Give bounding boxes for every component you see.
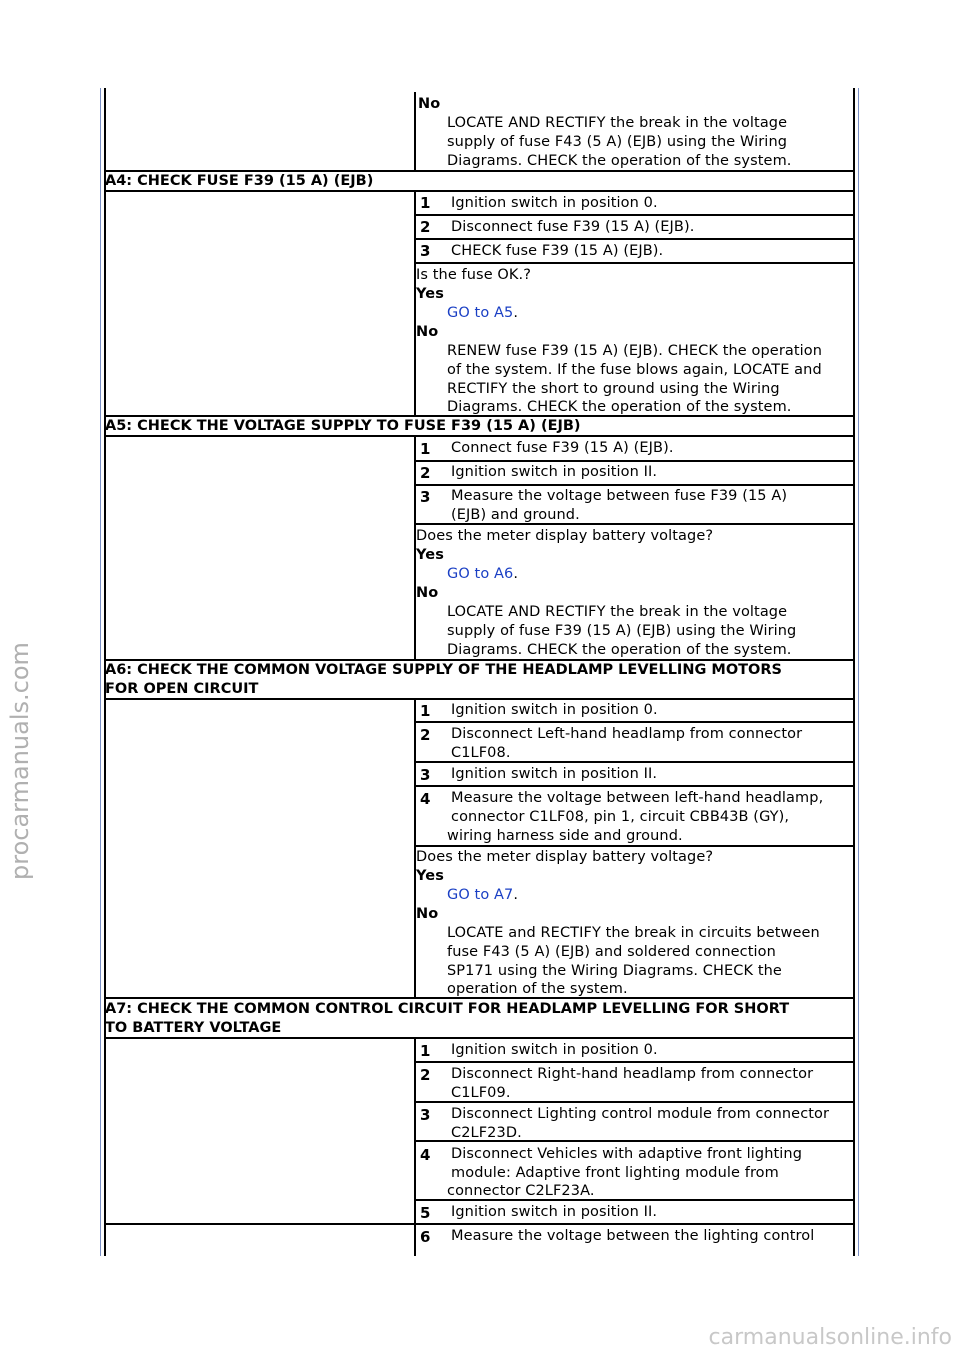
a5-step-text-cont: (EJB) and ground. bbox=[451, 507, 580, 523]
a6-no-line-3: SP171 using the Wiring Diagrams. CHECK the bbox=[447, 963, 782, 979]
a6-step-number: 2 bbox=[420, 726, 431, 744]
a7-header-top-rule bbox=[104, 997, 855, 999]
a7-header-bottom-rule bbox=[104, 1037, 855, 1039]
a6-step-text-cont: wiring harness side and ground. bbox=[447, 828, 683, 844]
a7-step-text-cont: connector C2LF23A. bbox=[447, 1183, 595, 1199]
a6-title: A6: CHECK THE COMMON VOLTAGE SUPPLY OF THE HEADLAMP LEVELLING MOTORS bbox=[105, 662, 782, 678]
a7-step-text-cont: C2LF23D. bbox=[451, 1125, 522, 1141]
a4-title: A4: CHECK FUSE F39 (15 A) (EJB) bbox=[105, 173, 374, 189]
step-rule bbox=[414, 214, 855, 216]
a6-header-bottom-rule bbox=[104, 698, 855, 700]
a7-title-cont: TO BATTERY VOLTAGE bbox=[105, 1020, 282, 1036]
bottom-watermark: carmanualsonline.info bbox=[708, 1325, 952, 1350]
a3-no-line-3: Diagrams. CHECK the operation of the system. bbox=[447, 153, 792, 169]
step-rule bbox=[414, 460, 855, 462]
a6-step-number: 4 bbox=[420, 790, 431, 808]
a3-no-label: No bbox=[418, 96, 441, 112]
a5-no-line-2: supply of fuse F39 (15 A) (EJB) using the Wiring bbox=[447, 623, 797, 639]
a7-step-text: Disconnect Right-hand headlamp from connector bbox=[451, 1066, 814, 1082]
a4-step-text: CHECK fuse F39 (15 A) (EJB). bbox=[451, 243, 664, 259]
a4-step-text: Disconnect fuse F39 (15 A) (EJB). bbox=[451, 219, 695, 235]
step-rule bbox=[414, 1061, 855, 1063]
a7-step-text: Measure the voltage between the lighting control bbox=[451, 1228, 815, 1244]
page-border-right-outer bbox=[858, 88, 859, 1256]
step-rule bbox=[414, 785, 855, 787]
a4-no-label: No bbox=[416, 324, 439, 340]
side-watermark: procarmanuals.com bbox=[6, 642, 34, 880]
a6-step-text-cont: C1LF08. bbox=[451, 745, 511, 761]
a7-title: A7: CHECK THE COMMON CONTROL CIRCUIT FOR HEADLAMP LEVELLING FOR SHORT bbox=[105, 1001, 790, 1017]
a6-step-number: 1 bbox=[420, 702, 431, 720]
a7-step-text: Ignition switch in position 0. bbox=[451, 1042, 658, 1058]
step-rule bbox=[414, 238, 855, 240]
a4-no-line-1: RENEW fuse F39 (15 A) (EJB). CHECK the operation bbox=[447, 343, 823, 359]
a6-title-cont: FOR OPEN CIRCUIT bbox=[105, 681, 259, 697]
step-rule bbox=[414, 262, 855, 264]
a4-header-bottom-rule bbox=[104, 190, 855, 192]
a6-step-text-cont: connector C1LF08, pin 1, circuit CBB43B (GY), bbox=[451, 809, 790, 825]
a6-yes-row: GO to A7. bbox=[447, 887, 519, 903]
a7-step-number: 3 bbox=[420, 1106, 431, 1124]
a4-question: Is the fuse OK.? bbox=[416, 267, 532, 283]
a7-step-number: 1 bbox=[420, 1042, 431, 1060]
a7-step-text: Ignition switch in position II. bbox=[451, 1204, 658, 1220]
a4-no-line-4: Diagrams. CHECK the operation of the system. bbox=[447, 399, 792, 415]
a5-goto-link[interactable]: GO to A6 bbox=[447, 566, 514, 582]
a7-step-text: Disconnect Lighting control module from connector bbox=[451, 1106, 830, 1122]
a7-step-text: Disconnect Vehicles with adaptive front lighting bbox=[451, 1146, 803, 1162]
a6-step-text: Ignition switch in position 0. bbox=[451, 702, 658, 718]
a4-no-line-3: RECTIFY the short to ground using the Wiring bbox=[447, 381, 780, 397]
a4-yes-row: GO to A5. bbox=[447, 305, 519, 321]
a5-no-line-3: Diagrams. CHECK the operation of the system. bbox=[447, 642, 792, 658]
a6-step-text: Measure the voltage between left-hand headlamp, bbox=[451, 790, 824, 806]
a7-step-text-cont: module: Adaptive front lighting module from bbox=[451, 1165, 779, 1181]
a5-no-label: No bbox=[416, 585, 439, 601]
a5-yes-label: Yes bbox=[416, 547, 444, 563]
a6-no-line-4: operation of the system. bbox=[447, 981, 628, 997]
a6-step-text: Ignition switch in position II. bbox=[451, 766, 658, 782]
a4-step-text: Ignition switch in position 0. bbox=[451, 195, 658, 211]
a4-yes-label: Yes bbox=[416, 286, 444, 302]
page-border-left-outer bbox=[100, 88, 101, 1256]
a6-no-label: No bbox=[416, 906, 439, 922]
a7-step-number: 6 bbox=[420, 1228, 431, 1246]
a5-step-text: Measure the voltage between fuse F39 (15 A) bbox=[451, 488, 788, 504]
a5-step-text: Connect fuse F39 (15 A) (EJB). bbox=[451, 440, 674, 456]
a7-step-number: 4 bbox=[420, 1146, 431, 1164]
a3-no-line-1: LOCATE AND RECTIFY the break in the voltage bbox=[447, 115, 788, 131]
step-rule bbox=[104, 1223, 855, 1225]
a6-question: Does the meter display battery voltage? bbox=[416, 849, 714, 865]
a4-step-number: 3 bbox=[420, 242, 431, 260]
a7-step-text-cont: C1LF09. bbox=[451, 1085, 511, 1101]
a4-step-number: 1 bbox=[420, 194, 431, 212]
a7-step-number: 2 bbox=[420, 1066, 431, 1084]
a4-goto-link[interactable]: GO to A5 bbox=[447, 305, 514, 321]
a5-step-number: 2 bbox=[420, 464, 431, 482]
a6-step-text: Disconnect Left-hand headlamp from connector bbox=[451, 726, 803, 742]
a5-header-bottom-rule bbox=[104, 435, 855, 437]
a5-question: Does the meter display battery voltage? bbox=[416, 528, 714, 544]
a6-no-line-1: LOCATE and RECTIFY the break in circuits between bbox=[447, 925, 820, 941]
a4-step-number: 2 bbox=[420, 218, 431, 236]
a4-no-line-2: of the system. If the fuse blows again, LOCATE and bbox=[447, 362, 822, 378]
step-rule bbox=[414, 484, 855, 486]
a6-step-number: 3 bbox=[420, 766, 431, 784]
a5-no-line-1: LOCATE AND RECTIFY the break in the voltage bbox=[447, 604, 788, 620]
a5-yes-row: GO to A6. bbox=[447, 566, 519, 582]
cell-divider bbox=[414, 92, 416, 172]
a6-goto-link[interactable]: GO to A7 bbox=[447, 887, 514, 903]
a3-no-line-2: supply of fuse F43 (5 A) (EJB) using the Wiring bbox=[447, 134, 788, 150]
a5-title: A5: CHECK THE VOLTAGE SUPPLY TO FUSE F39 (15 A) (EJB) bbox=[105, 418, 581, 434]
a6-yes-label: Yes bbox=[416, 868, 444, 884]
a5-step-number: 1 bbox=[420, 440, 431, 458]
step-rule bbox=[414, 721, 855, 723]
a5-step-number: 3 bbox=[420, 488, 431, 506]
a5-step-text: Ignition switch in position II. bbox=[451, 464, 658, 480]
a6-no-line-2: fuse F43 (5 A) (EJB) and soldered connection bbox=[447, 944, 776, 960]
a7-step-number: 5 bbox=[420, 1204, 431, 1222]
